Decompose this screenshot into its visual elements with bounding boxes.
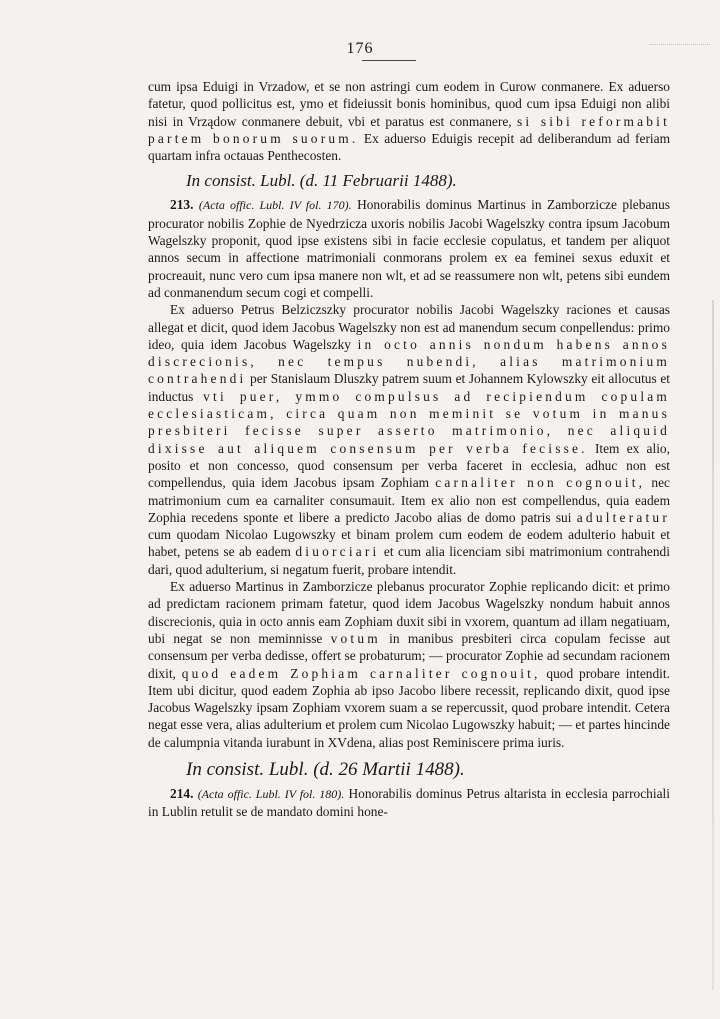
entry-source: (Acta offic. Lubl. IV fol. 180). xyxy=(197,786,345,801)
body-text xyxy=(148,78,670,821)
page-edge-shadow xyxy=(712,300,714,990)
entry-213-paragraph-3: Ex aduerso Martinus in Zamborzicze plebanus procurator Zophie replicando dicit: et primo ad predictam racionem primam fatetur, quod idem Jacobus Wagelszky nondum habuit annos discrecionis, quia in octo annis eam Zophiam duxit sibi in vxorem, quantum ad illam negatiuam, ubi negat se non meminnisse votum in manibus presbiteri circa copulam fecisse aut consensum per verba dedisse, offert se probaturum; — procurator Zophie ad secundam racionem dixit, quod eadem Zophiam carnaliter cognouit, quod probare intendit. Item ubi dicitur, quod eadem Zophia ab ipso Jacobo libere recessit, replicando dixit, quod ipse Jacobus Wagelszky ipsam Zophiam vxorem suam a se repercussit, quod probare intendit. Cetera negat esse vera, alias adulterium et prolem cum Nicolao Lugowszky habuit; — et partes hincinde de calumpnia vitanda iurabunt in XVdena, alias post Reminiscere prima iuris. xyxy=(148,579,670,750)
page-number-rule xyxy=(362,60,416,61)
section-heading-2: In consist. Lubl. (d. 26 Martii 1488). xyxy=(186,758,465,780)
entry-214-paragraph-1: 214. (Acta offic. Lubl. IV fol. 180). Honorabilis dominus Petrus altarista in ecclesia parrochiali in Lublin retulit se de mandato domini hone- xyxy=(148,785,670,820)
entry-213-paragraph-1: 213. (Acta offic. Lubl. IV fol. 170). Honorabilis dominus Martinus in Zamborzicze plebanus procurator nobilis Zophie de Nyedrzicza uxoris nobilis Jacobi Wagelszky contra ipsum Jacobum Wagelszky proponit, quod ipse existens sibi in facie ecclesie copulatus, et tandem per aliquot annos secum in affectione matrimoniali conmorans prolem ex ea feminei sexus eduxit et procreauit, nunc vero cum ipsa manere non wlt, et ad se reassumere non wlt, petens sibi eundem ad conmanendum secum cogi et compelli. xyxy=(148,197,670,300)
entry-number: 214. xyxy=(170,785,194,801)
continuation-paragraph: cum ipsa Eduigi in Vrzadow, et se non astringi cum eodem in Curow conmanere. Ex aduerso fatetur, quod pollicitus est, ymo et fideiussit bonis hominibus, quod cum ipsa Eduigi non alibi nisi in Vrządow conmanere debuit, vbi et paratus est conmanere, si sibi reformabit partem bonorum suorum. Ex aduerso Eduigis recepit ad deliberandum ad feriam quartam infra octauas Penthecosten. xyxy=(148,79,670,164)
scan-artifact xyxy=(650,44,710,49)
entry-213-paragraph-2: Ex aduerso Petrus Belziczszky procurator nobilis Jacobi Wagelszky raciones et causas allegat et dicit, quod idem Jacobus Wagelszky non est ad manendum secum conpellendus: primo ideo, quia idem Jacobus Wagelszky in octo annis nondum habens annos discrecionis, nec tempus nubendi, alias matrimonium contrahendi per Stanislaum Dluszky patrem suum et Johannem Kylowszky eit allocutus et inductus vti puer, ymmo compulsus ad recipiendum copulam ecclesiasticam, circa quam non meminit se votum in manus presbiteri fecisse super asserto matrimonio, nec aliquid dixisse aut aliquem consensum per verba fecisse. Item ex alio, posito et non concesso, quod consensum per verba faceret in ecclesia, adhuc non est compellendus, quia idem Jacobus ipsam Zophiam carnaliter non cognouit, nec matrimonium cum ea carnaliter consumauit. Item ex alio non est compellendus, quia eadem Zophia recedens sponte et libere a predicto Jacobo alias de domo patris sui adulteratur cum quodam Nicolao Lugowszky et binam prolem cum eodem de eodem adulterio habuit et habet, petens se ab eadem diuorciari et cum alia licenciam sibi matrimonium contrahendi dari, quod adulterium, si negatum fuerit, probare intendit. xyxy=(148,302,670,577)
section-heading-1: In consist. Lubl. (d. 11 Februarii 1488). xyxy=(186,171,457,191)
page-number: 176 xyxy=(346,40,374,57)
entry-number: 213. xyxy=(170,197,194,213)
entry-source: (Acta offic. Lubl. IV fol. 170). xyxy=(198,198,352,213)
